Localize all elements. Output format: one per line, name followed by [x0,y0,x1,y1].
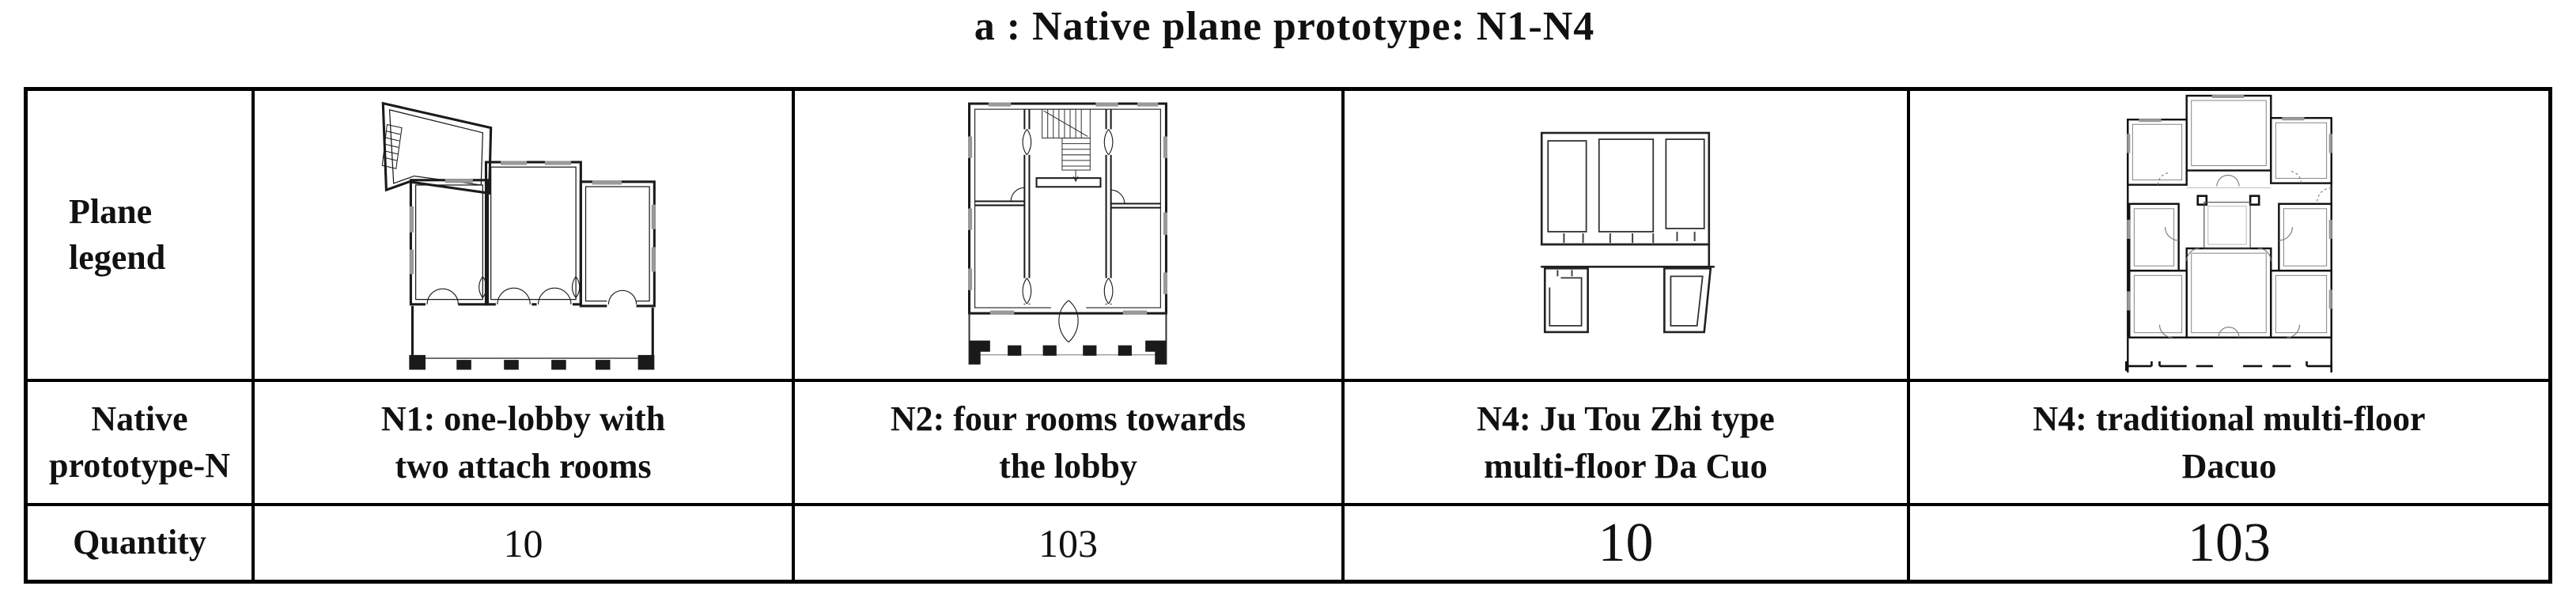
plan-cell-n4-dacuo [1910,91,2548,382]
row-header-native-prototype [28,382,255,506]
quantity-n2-value: 103 [1038,520,1098,565]
plane-legend-line1: Plane [69,191,153,231]
prototype-label-n4-dacuo [1910,382,2548,506]
prototype-table [24,87,2552,584]
quantity-n4-dacuo [1910,506,2548,580]
prototype-label-n2 [795,382,1345,506]
quantity-n1-value: 10 [503,520,543,565]
prototype-n4d-line1: N4: traditional multi-floor [2033,399,2426,439]
prototype-n4j-line2: multi-floor Da Cuo [1484,446,1768,486]
prototype-n4d-line2: Dacuo [2181,446,2277,486]
prototype-header-line1: Native [91,399,188,439]
prototype-label-n4-jutouzhi [1345,382,1910,506]
plane-legend-line2: legend [69,238,166,277]
quantity-n4-jutouzhi [1345,506,1910,580]
row-header-quantity [28,506,255,580]
floor-plan-n4-jutouzhi-icon [1537,128,1715,342]
floor-plan-n2-icon [966,100,1171,369]
floor-plan-n4-dacuo-icon [2123,93,2336,377]
plan-cell-n2 [795,91,1345,382]
quantity-n4d-value: 103 [2188,512,2271,573]
quantity-header: Quantity [73,523,206,562]
floor-plan-n1-icon [376,98,671,372]
quantity-n1 [255,506,795,580]
quantity-n4j-value: 10 [1598,512,1654,573]
figure-title: a : Native plane prototype: N1-N4 [974,4,1595,49]
prototype-header-line2: prototype-N [49,445,230,485]
prototype-n1-line2: two attach rooms [395,446,652,486]
prototype-n1-line1: N1: one-lobby with [380,399,666,439]
prototype-n4j-line1: N4: Ju Tou Zhi type [1477,399,1775,439]
plan-cell-n1 [255,91,795,382]
prototype-label-n1 [255,382,795,506]
plan-cell-n4-jutouzhi [1345,91,1910,382]
quantity-n2 [795,506,1345,580]
prototype-n2-line1: N2: four rooms towards [890,399,1246,439]
prototype-n2-line2: the lobby [999,446,1137,486]
row-header-plane-legend [28,91,255,382]
